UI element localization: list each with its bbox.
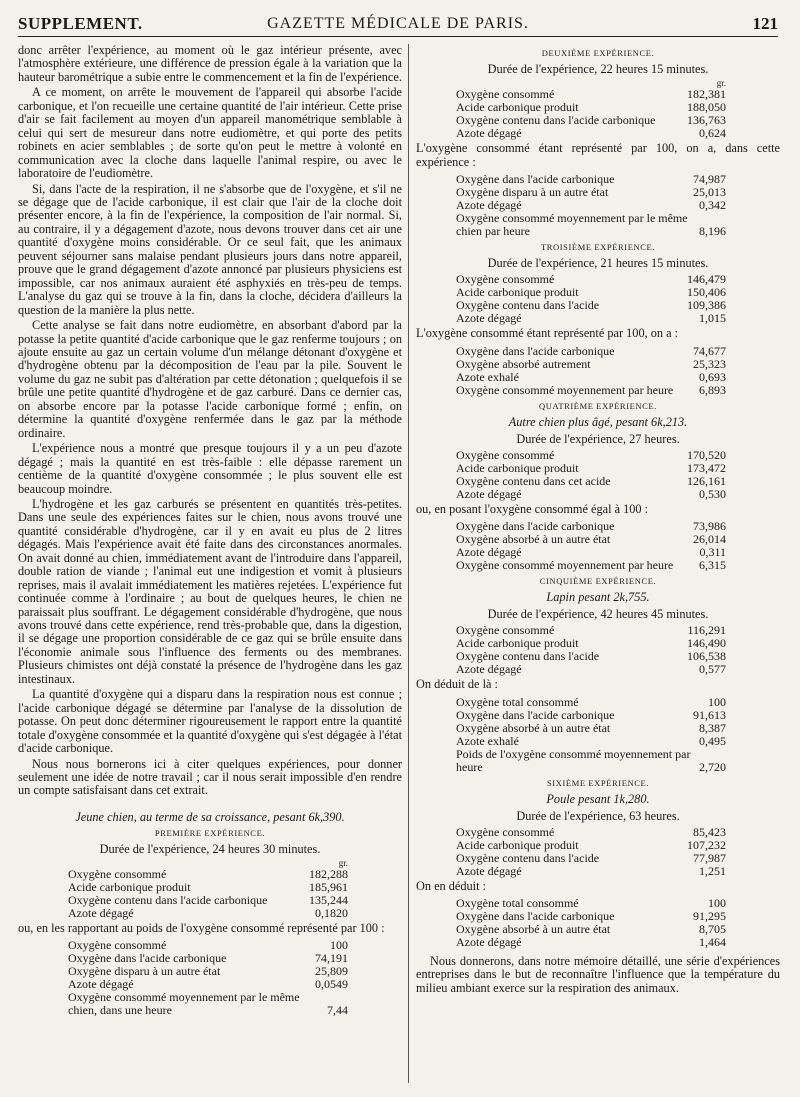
row-value: 1,251	[699, 863, 726, 878]
measure-table	[416, 624, 780, 676]
row-label: Acide carbonique produit	[456, 636, 579, 650]
values-table	[456, 826, 726, 878]
ratio-intro: On en déduit :	[416, 878, 487, 893]
paragraph: A ce moment, on arrête le mouvement de l'appareil qui absorbe l'acide carbonique, et l'on recueille une certaine quantité de l'air intérieur. Cette prise d'air se fait facilement au moyen d'un appareil manométrique semblable à celui qui sert de mesureur dans notre eudiomètre, et qui porte des petits robinets en acier semblables ; de sorte qu'on peut le mettre à volonté en communication avec la cloche dans laquelle l'animal respire, ou avec le laboratoire de l'eudiomètre.	[18, 85, 402, 181]
row-label: Oxygène total consommé	[456, 896, 579, 910]
row-label: Oxygène consommé	[456, 87, 555, 101]
row-label: Oxygène consommé moyennement par le même chien, dans une heure	[68, 990, 300, 1018]
table-row	[456, 127, 726, 140]
row-value: 26,014	[693, 532, 726, 546]
row-value: 73,986	[693, 519, 726, 533]
row-label: Azote exhalé	[456, 733, 519, 748]
measure-table	[416, 826, 780, 878]
table-row	[68, 991, 348, 1017]
row-label: Oxygène contenu dans l'acide	[456, 649, 600, 663]
subject-caption	[18, 810, 402, 824]
table-row	[456, 559, 726, 572]
left-column	[18, 44, 402, 1087]
row-label: Azote exhalé	[456, 369, 519, 384]
row-value: 74,191	[315, 951, 348, 966]
measure-table	[18, 859, 402, 920]
row-value: 0,530	[699, 486, 726, 501]
subject-text: Jeune chien, au terme de sa croissance, pesant 6k,390.	[75, 809, 345, 824]
subject-text: Lapin pesant 2k,755.	[546, 590, 650, 604]
experiment-duration: Durée de l'expérience, 42 heures 45 minutes.	[487, 607, 709, 621]
subject-caption	[416, 792, 780, 806]
row-value: 188,050	[687, 100, 726, 114]
row-label: Azote dégagé	[456, 662, 522, 676]
table-row	[456, 936, 726, 949]
row-label: Oxygène dans l'acide carbonique	[456, 707, 615, 722]
row-label: Oxygène absorbé autrement	[456, 356, 591, 371]
table-row	[456, 475, 726, 488]
table-row	[456, 212, 726, 238]
ratio-table	[416, 173, 780, 238]
row-label: Oxygène contenu dans cet acide	[456, 473, 611, 488]
table-row	[68, 881, 348, 894]
table-row	[456, 826, 726, 839]
values-table	[456, 79, 726, 140]
table-row	[456, 865, 726, 878]
experiment-duration: Durée de l'expérience, 63 heures.	[516, 808, 680, 823]
row-label: Azote dégagé	[456, 935, 522, 949]
ratio-intro: ou, en posant l'oxygène consommé égal à 100 :	[416, 501, 649, 516]
table-row	[456, 488, 726, 501]
subject-caption	[416, 590, 780, 604]
row-label: Acide carbonique produit	[456, 837, 579, 852]
measure-table	[416, 79, 780, 140]
row-label: Poids de l'oxygène consommé moyennement par heure	[456, 746, 691, 774]
table-row	[456, 663, 726, 676]
row-label: Oxygène total consommé	[456, 694, 579, 709]
row-value: 107,232	[687, 837, 726, 852]
table-row	[456, 696, 726, 709]
row-label: Oxygène dans l'acide carbonique	[68, 951, 227, 966]
row-value: 25,809	[315, 964, 348, 979]
ratio-intro: ou, en les rapportant au poids de l'oxygène consommé représenté par 100 :	[18, 920, 385, 935]
table-row	[456, 735, 726, 748]
row-label: Oxygène dans l'acide carbonique	[456, 519, 615, 533]
row-value: 85,423	[693, 824, 726, 839]
subject-text: Poule pesant 1k,280.	[546, 791, 650, 806]
table-row	[456, 709, 726, 722]
row-label: Oxygène dans l'acide carbonique	[456, 909, 615, 923]
row-value: 91,613	[693, 707, 726, 722]
table-row	[68, 907, 348, 920]
row-value: 146,479	[687, 272, 726, 286]
row-value: 100	[708, 896, 726, 910]
row-value: 170,520	[687, 447, 726, 462]
row-value: 25,323	[693, 356, 726, 371]
row-value: 182,288	[309, 866, 348, 881]
row-label: Acide carbonique produit	[456, 460, 579, 475]
row-label: Oxygène absorbé à un autre état	[456, 720, 611, 735]
experiment-title: DEUXIÈME EXPÉRIENCE.	[541, 48, 655, 58]
paragraph: Cette analyse se fait dans notre eudiomètre, en absorbant d'abord par la potasse la petite quantité d'acide carbonique que le gaz renferme toujours ; on ajoute ensuite au gaz un certain volume d'un mélange détonant d'oxygène et d'hydrogène obtenu par la décomposition de l'eau par la pile. Souvent le volume du gaz ne subit pas d'altération par cette détonation ; quelquefois il se brûle une petite quantité d'hydrogène et de gaz carburé. Dans ce dernier cas, on absorbe encore par la potasse l'acide carbonique formé ; enfin, on détermine la quantité d'oxygène renfermée dans le gaz par la méthode ordinaire.	[18, 318, 402, 440]
row-label: Oxygène absorbé à un autre état	[456, 922, 611, 936]
paragraph: Nous nous bornerons ici à citer quelques expériences, pour donner seulement une idée de notre travail ; car il nous serait impossible d'en rendre un compte satisfaisant dans cet extrait.	[18, 756, 402, 798]
table-row	[456, 748, 726, 774]
row-value: 106,538	[687, 649, 726, 663]
row-value: 0,495	[699, 733, 726, 748]
values-table	[456, 624, 726, 676]
table-row	[456, 722, 726, 735]
paragraph: Si, dans l'acte de la respiration, il ne s'absorbe que de l'oxygène, et s'il ne se dégage que de l'acide carbonique, il est clair que l'air de la cloche doit présenter encore, à la fin de l'expérience, la composition de l'air normal. Si, au contraire, il y a dégagement d'azote, nous devons trouver dans cet air une quantité d'oxygène moins considérable. Or ce seul fait, que les animaux peuvent séjourner sans malaise pendant plusieurs jours dans notre appareil, prouve que le grand dégagement d'azote annoncé par plusieurs physiciens est impossible, car nos animaux auraient été asphyxiés en très-peu de temps. L'analyse du gaz qui se trouve à la fin, dans la cloche, décidera d'ailleurs la question de la manière la plus nette.	[18, 181, 402, 317]
row-label: Acide carbonique produit	[456, 285, 579, 299]
row-value: 8,387	[699, 720, 726, 735]
row-label: Oxygène consommé	[456, 623, 555, 637]
row-value: 0,0549	[315, 977, 348, 992]
row-value: 25,013	[693, 185, 726, 199]
row-label: Oxygène consommé	[456, 272, 555, 286]
paragraph: L'expérience nous a montré que presque toujours il y a un peu d'azote dégagé ; mais la quantité en est très-faible : elle dépasse rarement un centième de la quantité d'oxygène consommée ; le plus souvent elle est beaucoup moindre.	[18, 441, 402, 496]
right-column	[416, 44, 780, 1087]
values-table	[456, 449, 726, 501]
journal-title: GAZETTE MÉDICALE DE PARIS.	[267, 15, 529, 32]
row-label: Oxygène absorbé à un autre état	[456, 532, 611, 546]
row-label: Oxygène contenu dans l'acide	[456, 298, 600, 312]
table-row	[456, 384, 726, 397]
row-value: 136,763	[687, 113, 726, 127]
experiment-duration: Durée de l'expérience, 27 heures.	[516, 431, 680, 446]
row-label: Azote dégagé	[456, 126, 522, 140]
unit-label: gr.	[338, 857, 348, 868]
row-label: Azote dégagé	[456, 863, 522, 878]
row-value: 0,577	[699, 662, 726, 676]
table-row	[456, 852, 726, 865]
row-value: 0,1820	[315, 905, 348, 920]
row-label: Azote dégagé	[456, 486, 522, 501]
row-value: 150,406	[687, 285, 726, 299]
table-row	[68, 868, 348, 881]
table-row	[456, 345, 726, 358]
ratio-table	[18, 939, 402, 1017]
row-label: Azote dégagé	[456, 198, 522, 212]
row-value: 116,291	[687, 623, 726, 637]
row-label: Azote dégagé	[456, 545, 522, 559]
row-value: 126,161	[687, 473, 726, 488]
row-value: 182,381	[687, 87, 726, 101]
table-row	[456, 358, 726, 371]
values-table	[456, 273, 726, 325]
table-row	[456, 371, 726, 384]
experiment-title: QUATRIÈME EXPÉRIENCE.	[539, 400, 657, 411]
unit-label: gr.	[716, 78, 726, 88]
row-value: 173,472	[687, 460, 726, 475]
row-label: Acide carbonique produit	[456, 100, 579, 114]
row-label: Oxygène dans l'acide carbonique	[456, 343, 615, 358]
paragraph: La quantité d'oxygène qui a disparu dans la respiration nous est connue ; l'acide carbonique dégagé se détermine par l'analyse de la dissolution de potasse. On peut donc déterminer rigoureusement le rapport entre la quantité totale d'oxygène consommée et la quantité d'oxygène qui s'est dégagée à l'état d'acide carbonique.	[18, 687, 402, 756]
row-value: 7,44	[327, 1003, 348, 1018]
row-value: 135,244	[309, 892, 348, 907]
page-number: 121	[752, 14, 778, 33]
row-label: Oxygène consommé	[68, 866, 167, 881]
ratio-table	[416, 345, 780, 397]
row-label: Oxygène contenu dans l'acide	[456, 850, 600, 865]
values-table	[456, 173, 726, 238]
ratio-intro: L'oxygène consommé étant représenté par 100, on a :	[416, 326, 679, 340]
row-value: 77,987	[693, 850, 726, 865]
values-table	[456, 897, 726, 949]
row-label: Oxygène consommé	[456, 824, 555, 839]
values-table	[456, 345, 726, 397]
row-label: Oxygène contenu dans l'acide carbonique	[68, 892, 268, 907]
table-row	[456, 462, 726, 475]
row-value: 91,295	[693, 909, 726, 923]
ratio-table	[416, 897, 780, 949]
row-value: 6,893	[699, 382, 726, 397]
table-row	[456, 839, 726, 852]
row-label: Azote dégagé	[68, 977, 134, 992]
row-value: 100	[330, 938, 348, 953]
row-label: Oxygène consommé	[68, 938, 167, 953]
experiment-title: TROISIÈME EXPÉRIENCE.	[540, 242, 656, 252]
supplement-label: SUPPLEMENT.	[18, 14, 143, 33]
row-value: 8,196	[699, 224, 726, 238]
subject-caption	[416, 415, 780, 429]
ratio-table	[416, 520, 780, 572]
measure-table	[416, 449, 780, 501]
row-label: Azote dégagé	[68, 905, 134, 920]
values-table	[68, 939, 348, 1017]
row-label: Oxygène consommé	[456, 447, 555, 462]
row-label: Oxygène dans l'acide carbonique	[456, 172, 615, 186]
table-row	[456, 449, 726, 462]
row-value: 6,315	[699, 558, 726, 572]
table-row	[68, 894, 348, 907]
ratio-intro: L'oxygène consommé étant représenté par 100, on a, dans cette expérience :	[416, 141, 780, 169]
table-row	[456, 312, 726, 325]
row-value: 1,464	[699, 935, 726, 949]
row-value: 100	[708, 694, 726, 709]
row-value: 74,987	[693, 172, 726, 186]
row-value: 0,342	[699, 198, 726, 212]
experiment-title: CINQUIÈME EXPÉRIENCE.	[539, 576, 657, 586]
row-label: Oxygène contenu dans l'acide carbonique	[456, 113, 656, 127]
values-table	[456, 696, 726, 774]
row-value: 185,961	[309, 879, 348, 894]
row-value: 2,720	[699, 759, 726, 774]
experiment-duration: Durée de l'expérience, 21 heures 15 minutes.	[487, 256, 709, 270]
row-value: 8,705	[699, 922, 726, 936]
experiment-duration: Durée de l'expérience, 22 heures 15 minutes.	[487, 62, 709, 76]
row-label: Azote dégagé	[456, 311, 522, 325]
ratio-intro: On déduit de là :	[416, 677, 498, 691]
ratio-table	[416, 696, 780, 774]
row-value: 0,311	[699, 545, 726, 559]
page-header	[18, 14, 778, 37]
experiment-duration: Durée de l'expérience, 24 heures 30 minutes.	[99, 841, 321, 856]
subject-text: Autre chien plus âgé, pesant 6k,213.	[508, 414, 688, 429]
row-label: Oxygène consommé moyennement par heure	[456, 382, 674, 397]
column-divider	[408, 44, 409, 1083]
row-label: Acide carbonique produit	[68, 879, 191, 894]
paragraph: L'hydrogène et les gaz carburés se présentent en quantités très-petites. Dans une seule des expériences faites sur le chien, nous avons trouvé une quantité considérable d'hydrogène, car il y en avait eu plus de 2 litres dégagés. Mais l'expérience avait été faite dans des circonstances anormales. On avait donné au chien, immédiatement avant de l'introduire dans l'appareil, double ration de viande ; l'animal eut une indigestion et vomit à plusieurs reprises, mais il avalait immédiatement les matières rejetées. L'expérience fut continuée comme à l'ordinaire ; au bout de quelques heures, le chien ne paraissait plus souffrant. Le dégagement considérable d'hydrogène, que nous avons trouvé dans cette expérience, rend très-probable que, dans la digestion, il se dégage une proportion considérable de ce gaz qui se brûle ensuite dans l'économie animale sous l'influence des ferments ou des membranes. Plusieurs chimistes ont déjà constaté la présence de l'hydrogène dans les gaz intestinaux.	[18, 496, 402, 686]
experiment-title: SIXIÈME EXPÉRIENCE.	[546, 777, 650, 788]
row-value: 74,677	[693, 343, 726, 358]
row-label: Oxygène disparu à un autre état	[68, 964, 221, 979]
experiment-title: PREMIÈRE EXPÉRIENCE.	[154, 827, 266, 838]
values-table	[68, 859, 348, 920]
paragraph: donc arrêter l'expérience, au moment où le gaz intérieur présente, avec l'atmosphère extérieure, une différence de pression égale à la variation que la hauteur barométrique a subie entre le commencement et la fin de l'expérience.	[18, 44, 402, 84]
row-label: Oxygène consommé moyennement par le même chien par heure	[456, 211, 688, 238]
row-label: Oxygène consommé moyennement par heure	[456, 558, 674, 572]
row-value: 0,693	[699, 369, 726, 384]
values-table	[456, 520, 726, 572]
row-value: 109,386	[687, 298, 726, 312]
row-label: Oxygène disparu à un autre état	[456, 185, 609, 199]
measure-table	[416, 273, 780, 325]
row-value: 1,015	[699, 311, 726, 325]
row-value: 0,624	[699, 126, 726, 140]
closing-paragraph: Nous donnerons, dans notre mémoire détaillé, une série d'expériences entreprises dans le but de reconnaître l'influence que la température du milieu ambiant exerce sur la respiration des animaux.	[416, 954, 780, 995]
row-value: 146,490	[687, 636, 726, 650]
